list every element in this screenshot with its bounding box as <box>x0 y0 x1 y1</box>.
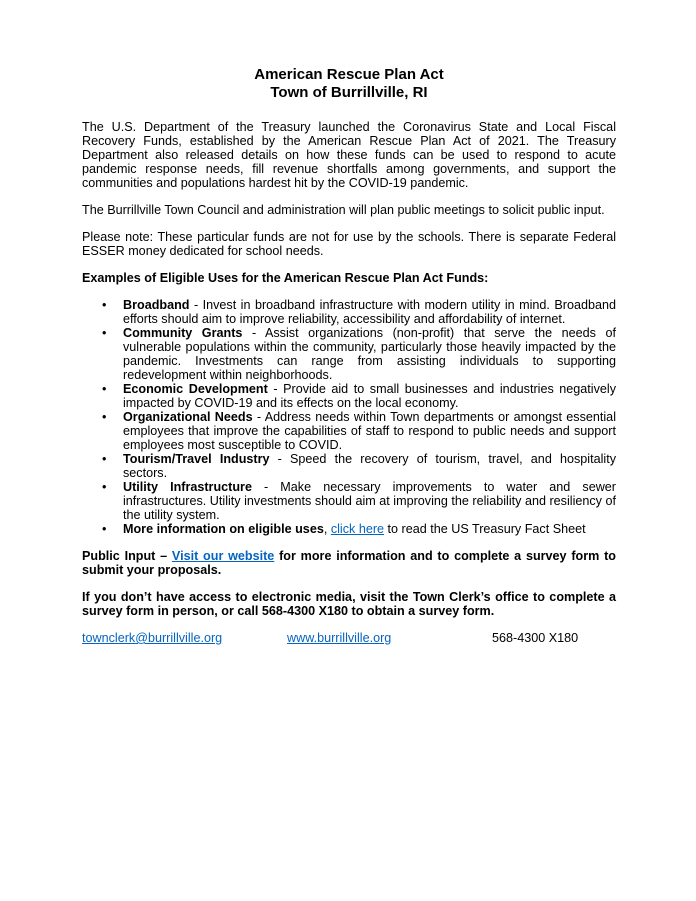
page-title-line-2: Town of Burrillville, RI <box>270 84 428 101</box>
bullet-icon: • <box>102 522 107 536</box>
public-input-paragraph <box>82 549 616 577</box>
public-input-prefix: Public Input – <box>82 549 172 563</box>
use-term: Economic Development <box>123 382 268 396</box>
bullet-icon: • <box>102 410 107 424</box>
list-item <box>82 298 616 326</box>
email-link[interactable]: townclerk@burrillville.org <box>82 631 223 645</box>
list-item <box>82 326 616 382</box>
use-description: - Assist organizations (non-profit) that serve the needs of vulnerable populations within the community, particularly those heavily impacted by the pandemic. Investments can range from assisting individuals to supporting redevelopment within neighborhoods. <box>123 326 616 382</box>
more-info-comma: , <box>323 522 328 536</box>
examples-heading: Examples of Eligible Uses for the American Rescue Plan Act Funds: <box>82 271 489 285</box>
list-item <box>82 480 616 522</box>
use-description: - Invest in broadband infrastructure with modern utility in mind. Broadband efforts should aim to improve reliability, accessibility and affordability of internet. <box>123 298 616 326</box>
page-title-line-1: American Rescue Plan Act <box>254 66 444 83</box>
use-term: Organizational Needs <box>123 410 253 424</box>
use-description: - Make necessary improvements to water and sewer infrastructures. Utility investments should aim at improving the reliability and resiliency of the utility system. <box>123 480 616 522</box>
council-paragraph: The Burrillville Town Council and administration will plan public meetings to solicit public input. <box>82 203 605 217</box>
no-access-paragraph: If you don’t have access to electronic media, visit the Town Clerk’s office to complete a survey form in person, or call 568-4300 X180 to obtain a survey form. <box>82 590 616 618</box>
document-page <box>82 66 616 647</box>
schools-note-paragraph: Please note: These particular funds are not for use by the schools. There is separate Federal ESSER money dedicated for school needs. <box>82 230 616 258</box>
use-term: Tourism/Travel Industry <box>123 452 270 466</box>
more-info-term: More information on eligible uses <box>123 522 324 536</box>
use-term: Utility Infrastructure <box>123 480 252 494</box>
list-item <box>82 382 616 410</box>
website-url-link[interactable]: www.burrillville.org <box>287 631 392 645</box>
list-item <box>82 410 616 452</box>
bullet-icon: • <box>102 480 107 494</box>
contact-footer <box>82 631 616 647</box>
bullet-icon: • <box>102 326 107 340</box>
treasury-fact-sheet-link[interactable]: click here <box>330 522 385 536</box>
use-term: Community Grants <box>123 326 243 340</box>
more-info-suffix: to read the US Treasury Fact Sheet <box>384 522 586 536</box>
use-description: - Address needs within Town departments or amongst essential employees that improve the capabilities of staff to respond to public needs and support employees most susceptible to COVID. <box>123 410 616 452</box>
public-input-suffix: for more information and to complete a survey form to submit your proposals. <box>82 549 616 577</box>
use-description: - Provide aid to small businesses and industries negatively impacted by COVID-19 and its effects on the local economy. <box>123 382 616 410</box>
use-term: Broadband <box>123 298 190 312</box>
bullet-icon: • <box>102 298 107 312</box>
website-link[interactable]: Visit our website <box>171 549 275 563</box>
bullet-icon: • <box>102 382 107 396</box>
list-item <box>82 522 616 536</box>
eligible-uses-list <box>82 298 616 536</box>
use-description: - Speed the recovery of tourism, travel, and hospitality sectors. <box>123 452 616 480</box>
intro-paragraph: The U.S. Department of the Treasury launched the Coronavirus State and Local Fiscal Recovery Funds, established by the American Rescue Plan Act of 2021. The Treasury Department also released details on how these funds can be used to respond to acute pandemic response needs, fill revenue shortfalls among governments, and support the communities and populations hardest hit by the COVID-19 pandemic. <box>82 120 616 190</box>
bullet-icon: • <box>102 452 107 466</box>
list-item <box>82 452 616 480</box>
phone-number: 568-4300 X180 <box>492 631 579 645</box>
